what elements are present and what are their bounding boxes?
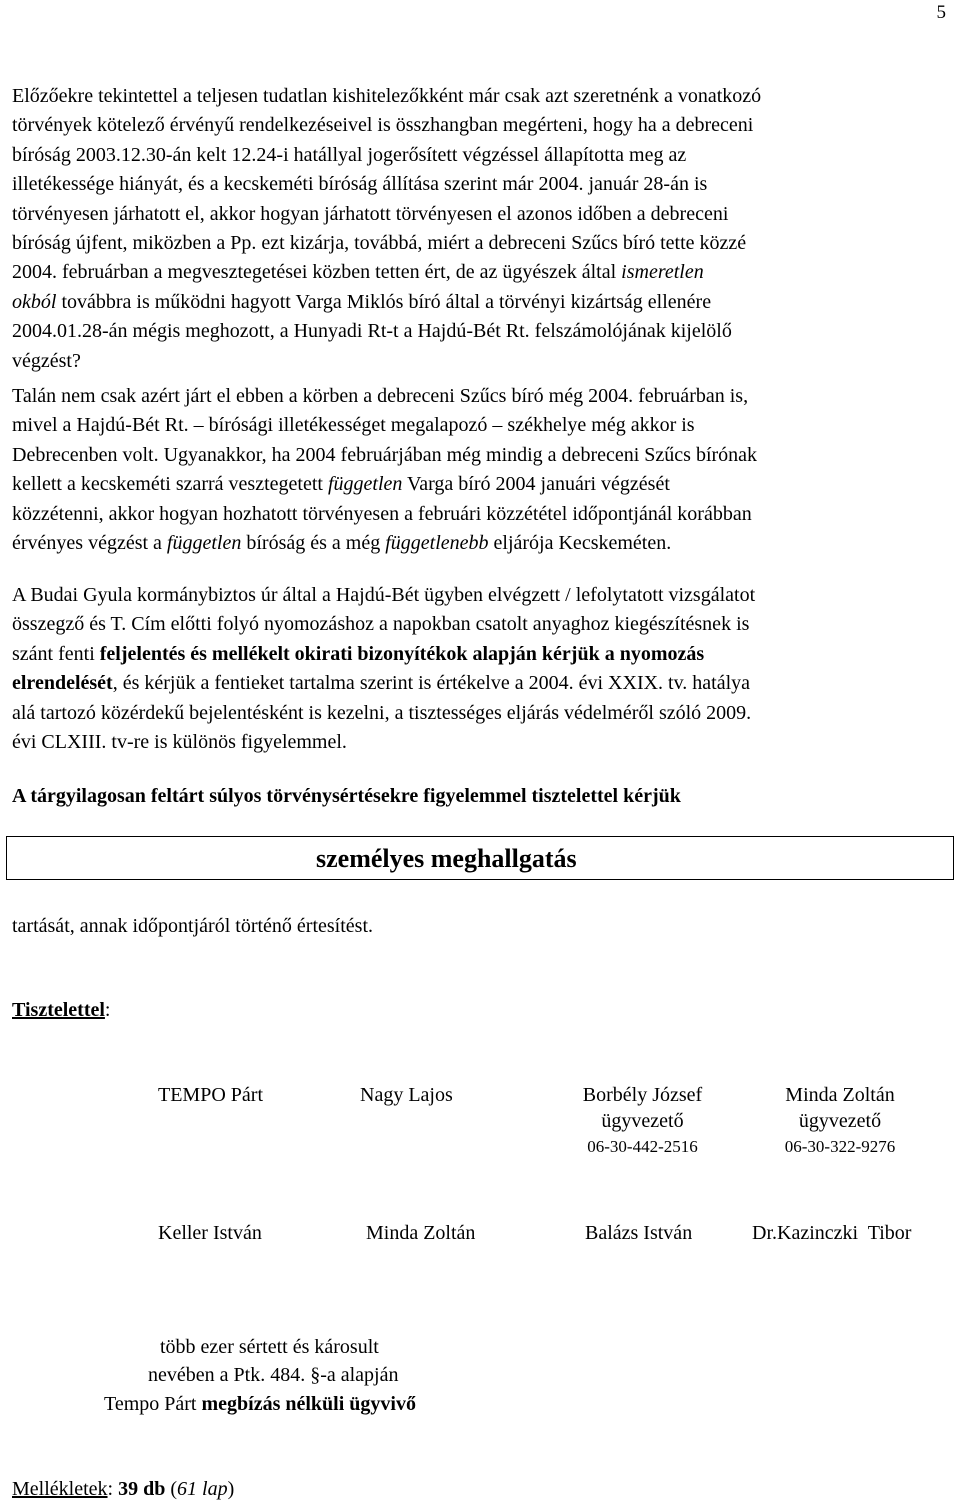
text-line: bíróság 2003.12.30-án kelt 12.24-i hatállyal jogerősített végzéssel állapította meg az	[12, 143, 687, 166]
text-run: továbbra is működni hagyott Varga Miklós bíró által a törvényi kizártság ellenére	[56, 290, 712, 313]
box-title: személyes meghallgatás	[316, 844, 577, 873]
text-line	[12, 529, 948, 558]
text-line: végzést?	[12, 349, 81, 372]
bold-run: megbízás nélküli ügyvivő	[201, 1393, 416, 1415]
text-line: törvények kötelező érvényű rendelkezéseivel is összhangban megérteni, hogy ha a debreceni	[12, 114, 754, 137]
signature-nagy-lajos: Nagy Lajos	[360, 1084, 453, 1106]
text-run: 2004. februárban a megvesztegetései közben tetten ért, de az ügyészek által	[12, 261, 622, 284]
italic-run: ismeretlen	[621, 261, 704, 284]
request-after-text: tartását, annak időpontjáról történő értesítést.	[12, 915, 373, 937]
text-run: eljárója Kecskeméten.	[488, 532, 672, 555]
text-run: (	[165, 1478, 178, 1500]
text-line	[12, 669, 948, 698]
text-line: A Budai Gyula kormánybiztos úr által a Hajdú-Bét ügyben elvégzett / lefolytatott vizsgálatot	[12, 584, 756, 606]
italic-run: független	[166, 532, 242, 555]
signer-role: ügyvezető	[798, 1110, 882, 1132]
signature-minda-zoltan-2: Minda Zoltán	[366, 1222, 476, 1244]
text-line	[12, 470, 948, 499]
signer-role: ügyvezető	[601, 1110, 684, 1132]
text-line: Talán nem csak azért járt el ebben a körben a debreceni Szűcs bíró még 2004. februárban is,	[12, 385, 749, 407]
representative-line-3	[104, 1391, 416, 1417]
italic-run: független	[327, 473, 403, 496]
bold-run: elrendelését	[12, 672, 113, 695]
paragraph-3	[12, 581, 948, 757]
signature-minda-zoltan	[760, 1082, 920, 1160]
representative-line-2: nevében a Ptk. 484. §-a alapján	[148, 1364, 399, 1386]
text-run: kellett a kecskeméti szarrá vesztegetett	[12, 473, 328, 496]
signer-name: Borbély József	[582, 1084, 703, 1106]
closing-label: Tisztelettel	[12, 999, 105, 1021]
attachments-label: Mellékletek	[12, 1478, 108, 1500]
text-line: Debrecenben volt. Ugyanakkor, ha 2004 februárjában még mindig a debreceni Szűcs bírónak	[12, 443, 758, 466]
text-line: törvényesen járhatott el, akkor hogyan járhatott törvényesen el azonos időben a debreceni	[12, 202, 729, 225]
attachments-count: 39 db	[118, 1478, 166, 1500]
text-line: Előzőekre tekintettel a teljesen tudatlan kishitelezőkként már csak azt szeretnénk a vonatkozó	[12, 85, 762, 107]
signer-phone: 06-30-322-9276	[784, 1137, 896, 1156]
text-line: illetékessége hiányát, és a kecskeméti bíróság állítása szerint már 2004. január 28-án is	[12, 173, 708, 196]
text-run: szánt fenti	[12, 642, 100, 665]
text-run: érvényes végzést a	[12, 532, 167, 555]
request-heading: A tárgyilagosan feltárt súlyos törvénysértésekre figyelemmel tisztelettel kérjük	[12, 785, 681, 807]
closing	[12, 996, 110, 1024]
closing-colon: :	[104, 999, 111, 1021]
attachments-pages: 61 lap	[177, 1478, 228, 1500]
signature-borbely-jozsef	[560, 1082, 725, 1160]
signer-phone: 06-30-442-2516	[587, 1137, 698, 1156]
text-run: :	[107, 1478, 119, 1500]
bold-run: feljelentés és mellékelt okirati bizonyítékok alapján kérjük a nyomozás	[99, 642, 705, 665]
text-run: Tempo Párt	[104, 1393, 202, 1415]
text-line: mivel a Hajdú-Bét Rt. – bírósági illetékességet megalapozó – székhelye még akkor is	[12, 414, 695, 437]
text-line: összegző és T. Cím előtti folyó nyomozáshoz a napokban csatolt anyaghoz kiegészítésnek is	[12, 613, 750, 636]
text-line	[12, 258, 948, 287]
paragraph-2	[12, 382, 948, 558]
text-line: közzétenni, akkor hogyan hozhatott törvényesen a februári közzététel időpontjánál korábban	[12, 502, 752, 525]
attachments	[12, 1475, 234, 1503]
page-number: 5	[936, 2, 946, 23]
text-line: 2004.01.28-án mégis meghozott, a Hunyadi Rt-t a Hajdú-Bét Rt. felszámolójának kijelölő	[12, 320, 732, 343]
paragraph-1	[12, 82, 948, 376]
italic-run: függetlenebb	[385, 532, 489, 555]
signature-tempo-part: TEMPO Párt	[158, 1084, 263, 1106]
signature-keller-istvan: Keller István	[158, 1222, 262, 1244]
signer-name: Minda Zoltán	[785, 1084, 895, 1106]
text-run: , és kérjük a fentieket tartalma szerint is értékelve a 2004. évi XXIX. tv. hatálya	[112, 672, 751, 695]
text-line: bíróság újfent, miközben a Pp. ezt kizárja, továbbá, miért a debreceni Szűcs bíró tette közzé	[12, 232, 747, 255]
text-run: )	[227, 1478, 235, 1500]
signature-kazinczki-tibor: Dr.Kazinczki Tibor	[752, 1222, 912, 1244]
text-line	[12, 288, 948, 317]
text-line: évi CLXIII. tv-re is különös figyelemmel.	[12, 731, 347, 754]
text-run: Varga bíró 2004 januári végzését	[402, 473, 670, 496]
italic-run: okból	[12, 290, 57, 313]
signature-balazs-istvan: Balázs István	[585, 1222, 693, 1244]
text-line: alá tartozó közérdekű bejelentésként is kezelni, a tisztességes eljárás védelméről szóló 2009.	[12, 701, 752, 724]
representative-line-1: több ezer sértett és károsult	[160, 1336, 379, 1358]
text-line	[12, 640, 948, 669]
text-run: bíróság és a még	[241, 532, 386, 555]
